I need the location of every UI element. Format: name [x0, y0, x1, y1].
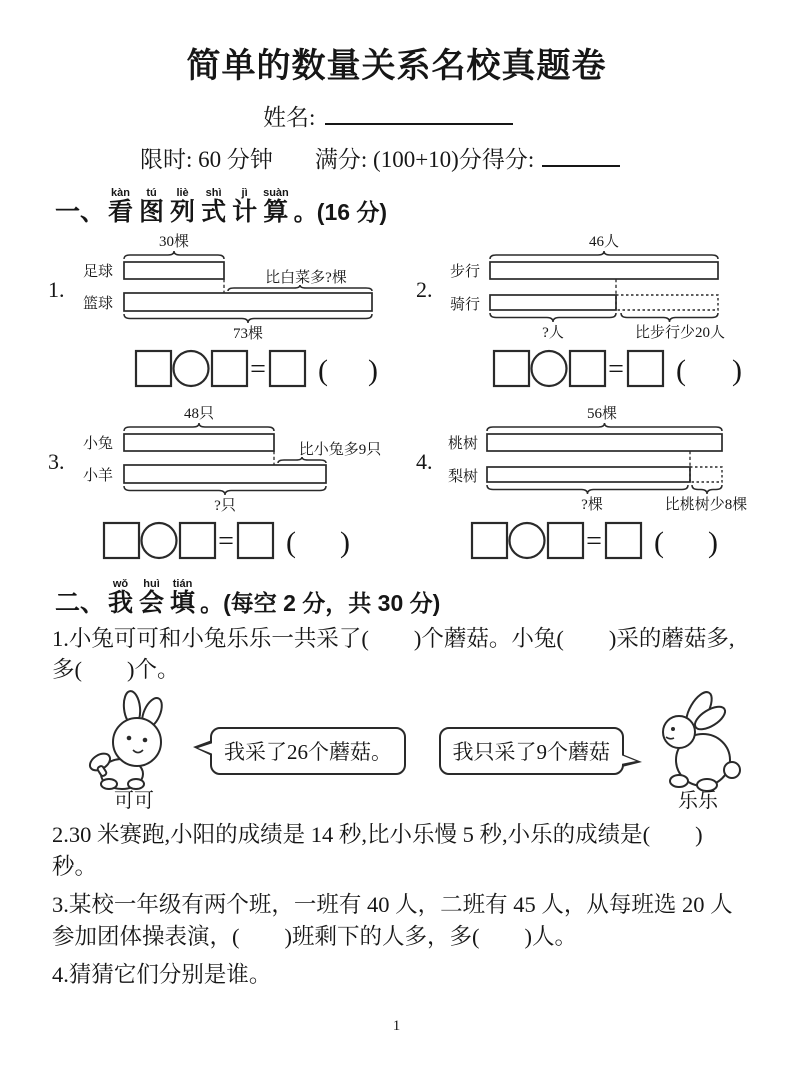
section1-heading	[55, 188, 793, 225]
rabbit-head	[113, 718, 161, 766]
time-limit-label: 限时: 60 分钟	[140, 147, 273, 172]
question-1-diagram	[74, 233, 390, 393]
question-4-diagram	[442, 405, 778, 565]
q2-row2-bar-dotted	[616, 295, 718, 310]
pinyin-label: tú	[146, 187, 157, 199]
q1-row1-bar	[124, 262, 224, 279]
rabbit-lele-name: 乐乐	[678, 790, 718, 813]
q2-bottom-brace-right	[621, 313, 718, 322]
name-blank-line	[325, 119, 513, 125]
equals-sign: =	[586, 526, 602, 558]
rabbit-keke-illustration	[78, 688, 190, 792]
q1-row2-label: 篮球	[82, 296, 114, 313]
question-1-number: 1.	[48, 277, 65, 303]
close-paren: )	[368, 354, 378, 388]
section2-heading	[55, 579, 793, 616]
pinyin-label: shì	[205, 187, 222, 199]
pinyin-label: kàn	[111, 187, 130, 199]
q3-row2-bar	[124, 465, 326, 483]
heading-char	[108, 579, 133, 616]
name-row	[263, 99, 793, 132]
close-paren: )	[708, 526, 718, 560]
heading-hanzi: 图	[139, 198, 165, 226]
q4-row1-label: 桃树	[447, 436, 479, 453]
q1-diff-label: 比白菜多?棵	[265, 270, 347, 287]
heading-char	[201, 188, 226, 225]
q3-row1-label: 小兔	[82, 436, 114, 453]
pinyin-label: liè	[176, 187, 189, 199]
q4-row1-bar	[487, 434, 722, 451]
question-2-diagram	[442, 233, 778, 393]
question-4	[416, 405, 793, 565]
open-paren: (	[286, 526, 296, 560]
speech-bubble-keke-text: 我采了26个蘑菇。	[224, 739, 392, 764]
rabbit-eye	[127, 736, 132, 741]
heading-hanzi: 计	[232, 198, 258, 226]
q2-row2-bar-solid	[490, 295, 616, 310]
heading-hanzi: 我	[108, 589, 134, 618]
equation-box	[136, 351, 171, 386]
section2-points: 。(每空 2 分，共 30 分)	[200, 590, 441, 617]
heading-hanzi: 算	[263, 198, 289, 226]
rabbit-head	[663, 716, 695, 748]
equation-box	[180, 523, 215, 558]
q1-bottom-value: 73棵	[232, 326, 264, 343]
heading-hanzi: 填	[170, 589, 196, 618]
section2-question-1: 1.小兔可可和小兔乐乐一共采了( )个蘑菇。小兔( )采的蘑菇多, 多( )个。	[52, 625, 741, 683]
pinyin-label: wǒ	[112, 578, 129, 591]
heading-char	[170, 188, 195, 225]
q3-bottom-brace	[124, 486, 326, 495]
heading-hanzi: 会	[139, 589, 165, 618]
page-number: 1	[392, 1018, 401, 1034]
q2-bottom-brace-left	[490, 313, 616, 322]
question-2	[416, 233, 793, 393]
close-paren: )	[732, 354, 742, 388]
score-blank-line	[542, 161, 620, 167]
pinyin-label: suàn	[263, 187, 289, 199]
speech-bubble-keke	[210, 727, 406, 775]
equals-sign: =	[250, 354, 266, 386]
question-3-number: 3.	[48, 449, 65, 475]
heading-char	[108, 188, 133, 225]
heading-char	[139, 579, 164, 616]
operator-circle	[142, 523, 177, 558]
rabbit-keke-name: 可可	[114, 790, 154, 813]
q2-row1-bar	[490, 262, 718, 279]
page-title: 简单的数量关系名校真题卷	[186, 47, 607, 85]
question-3-diagram	[74, 405, 404, 565]
rabbit-eye	[671, 727, 675, 731]
q1-row2-bar	[124, 293, 372, 311]
q3-equation-row	[104, 523, 350, 559]
q1-equation-row	[136, 351, 378, 387]
pinyin-label: jì	[241, 187, 248, 199]
q4-equation-row	[472, 523, 718, 559]
section2-question-4: 4.猜猜它们分别是谁。	[52, 962, 272, 988]
q4-diff-label: 比桃树少8棵	[664, 497, 748, 514]
q3-diff-label: 比小兔多9只	[298, 442, 382, 459]
q4-bottom-brace-left	[487, 485, 688, 494]
equation-box	[606, 523, 641, 558]
equation-box	[570, 351, 605, 386]
equation-box	[104, 523, 139, 558]
q4-top-value: 56棵	[586, 406, 618, 423]
question-4-number: 4.	[416, 449, 433, 475]
rabbit-lele-illustration	[646, 688, 750, 792]
rabbit-illustration-row	[78, 688, 750, 813]
rabbit-tail	[724, 762, 740, 778]
rabbit-lele	[646, 688, 750, 813]
q4-row2-bar-solid	[487, 467, 690, 482]
pinyin-label: huì	[143, 578, 160, 591]
q3-bottom-value: ?只	[214, 498, 236, 515]
equation-box	[628, 351, 663, 386]
question-1	[48, 233, 416, 393]
q4-bottom-value: ?棵	[581, 497, 603, 514]
section2-number: 二、	[55, 589, 106, 618]
heading-char	[139, 188, 164, 225]
close-paren: )	[340, 526, 350, 560]
q4-row2-bar-dotted	[690, 467, 722, 482]
heading-char	[170, 579, 195, 616]
rabbit-keke	[78, 688, 190, 813]
q3-top-brace	[124, 423, 274, 431]
pinyin-label: tián	[172, 578, 193, 591]
equation-box	[270, 351, 305, 386]
speech-bubble-lele	[439, 727, 625, 775]
speech-bubble-lele-text: 我只采了9个蘑菇	[452, 739, 610, 764]
question-3	[48, 405, 416, 565]
q4-row2-label: 梨树	[447, 469, 479, 486]
q2-top-brace	[490, 251, 718, 259]
q3-row1-bar	[124, 434, 274, 451]
q3-row2-label: 小羊	[82, 468, 114, 485]
diagram-grid	[48, 233, 793, 565]
heading-hanzi: 列	[170, 198, 196, 226]
q2-top-value: 46人	[588, 234, 620, 251]
open-paren: (	[654, 526, 664, 560]
equation-box	[494, 351, 529, 386]
equation-box	[548, 523, 583, 558]
heading-char	[263, 188, 289, 225]
open-paren: (	[318, 354, 328, 388]
q1-row1-label: 足球	[82, 264, 114, 281]
operator-circle	[510, 523, 545, 558]
equals-sign: =	[218, 526, 234, 558]
section2-question-3: 3.某校一年级有两个班，一班有 40 人，二班有 45 人，从每班选 20 人参加团体操表演，( )班剩下的人多，多( )人。	[52, 892, 733, 950]
q1-top-brace	[124, 251, 224, 259]
equation-box	[472, 523, 507, 558]
question-2-number: 2.	[416, 277, 433, 303]
operator-circle	[532, 351, 567, 386]
equation-box	[238, 523, 273, 558]
meta-row	[140, 141, 793, 174]
q4-top-brace	[487, 423, 722, 431]
q2-bottom-value: ?人	[542, 325, 564, 342]
q1-top-value: 30棵	[158, 234, 190, 251]
section2-question-2: 2.30 米赛跑,小阳的成绩是 14 秒,比小乐慢 5 秒,小乐的成绩是( )秒。	[52, 822, 703, 880]
q2-equation-row	[494, 351, 742, 387]
equals-sign: =	[608, 354, 624, 386]
heading-char	[232, 188, 257, 225]
section1-number: 一、	[55, 198, 106, 226]
q3-top-value: 48只	[183, 406, 215, 423]
equation-box	[212, 351, 247, 386]
q2-row1-label: 步行	[449, 264, 481, 281]
heading-hanzi: 看	[108, 198, 134, 226]
q1-bottom-brace	[124, 314, 372, 323]
q4-bottom-brace-right	[692, 485, 722, 494]
heading-hanzi: 式	[201, 198, 227, 226]
q2-diff-label: 比步行少20人	[634, 325, 726, 342]
section1-points: 。(16 分)	[293, 198, 388, 225]
q2-row2-label: 骑行	[449, 297, 481, 314]
q1-diff-brace	[228, 285, 372, 291]
open-paren: (	[676, 354, 686, 388]
rabbit-eye	[143, 738, 148, 743]
full-score-label: 满分: (100+10)分得分:	[314, 147, 535, 172]
name-label: 姓名:	[263, 105, 316, 130]
operator-circle	[174, 351, 209, 386]
